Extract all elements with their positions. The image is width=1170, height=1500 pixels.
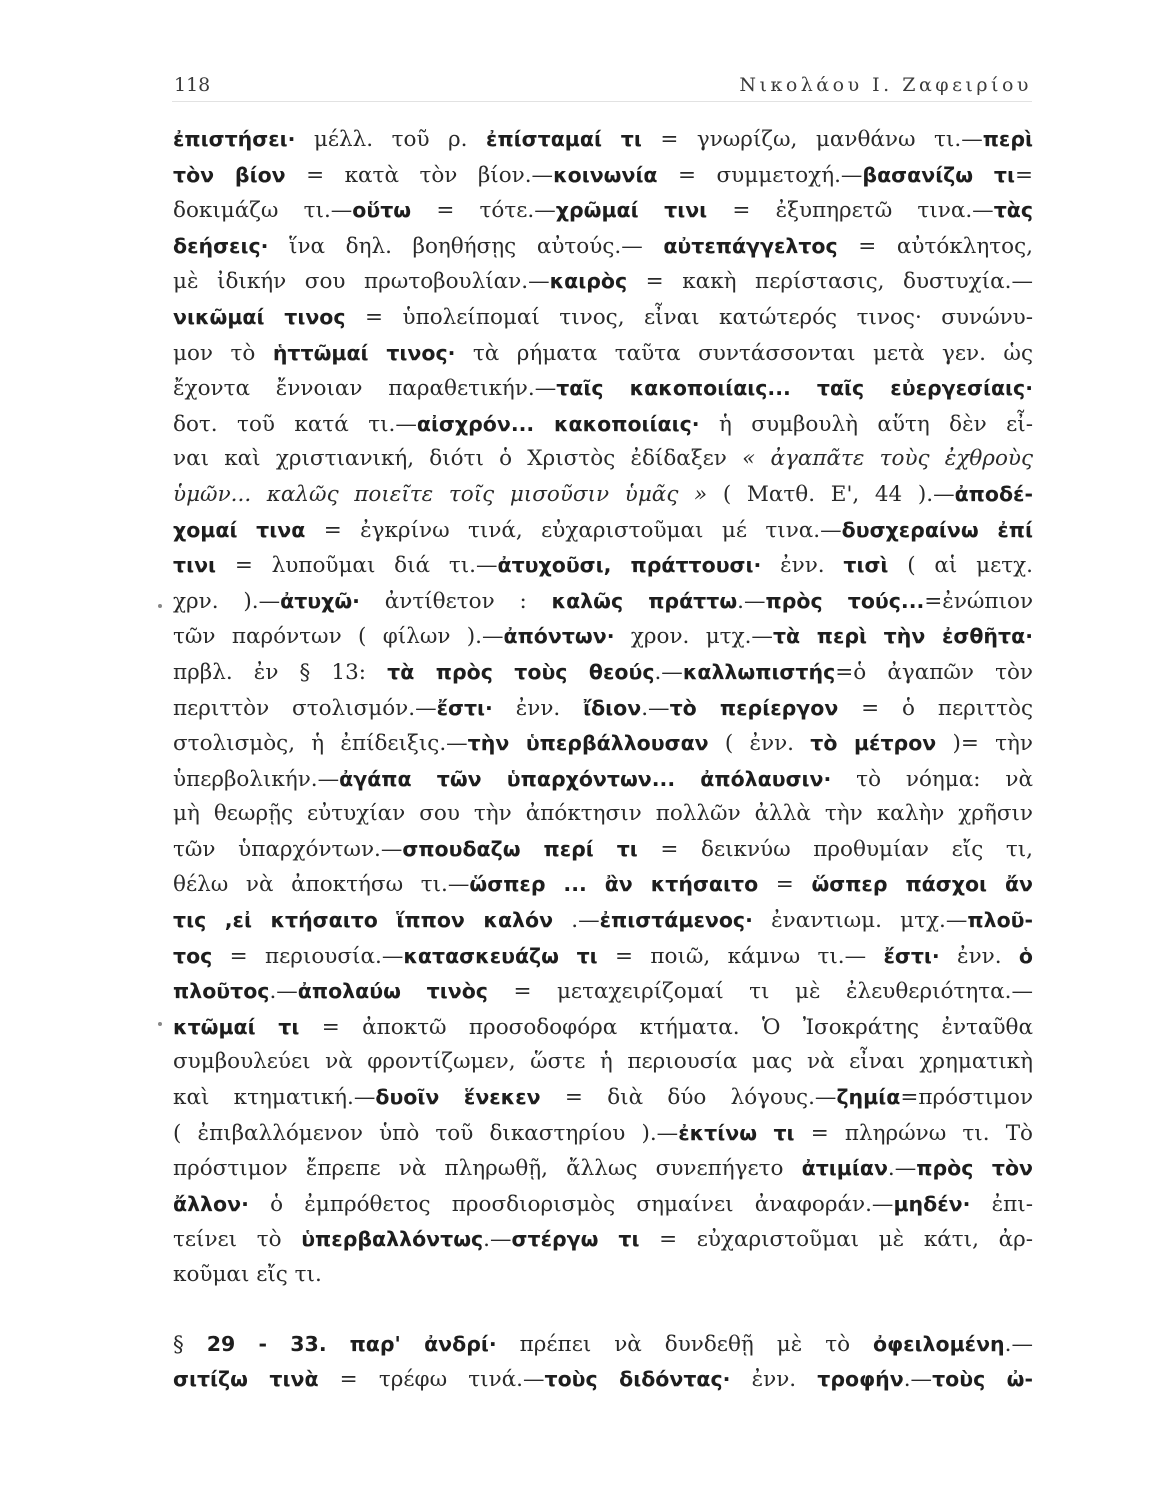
lemma-term: περὶ	[982, 127, 1033, 151]
lemma-term: πρὸς τούς...	[765, 588, 925, 613]
gloss-text: ἐνν.	[730, 1367, 818, 1393]
gloss-text: = ποιῶ, κάμνω τι.—	[597, 943, 884, 969]
lemma-term: ἀτυχῶ·	[280, 588, 360, 613]
gloss-text: )= τὴν	[936, 731, 1033, 757]
lemma-term: τὴν ὑπερβάλλουσαν	[467, 731, 709, 756]
lemma-term: καλῶς πράττω	[551, 588, 738, 613]
text-line	[173, 1116, 1033, 1152]
text-line	[173, 158, 1033, 194]
lemma-term: τις ,εἰ κτήσαιτο ἵππον καλόν	[173, 908, 554, 933]
quotation: « ἀγαπᾶτε τοὺς ἐχθροὺς	[742, 446, 1033, 472]
gloss-text: ἐναντιωμ. μτχ.—	[752, 908, 968, 934]
lemma-term: παρ' ἀνδρί·	[349, 1331, 497, 1356]
gloss-text: ὁ ἐμπρόθετος προσδιορισμὸς σημαίνει ἀναφοράν.—	[248, 1191, 894, 1217]
lemma-term: ταῖς κακοποιίαις... ταῖς εὐεργεσίαις·	[556, 376, 1033, 401]
margin-mark	[158, 604, 162, 608]
lemma-term: κατασκευάζω τι	[403, 943, 598, 968]
gloss-text: ἐνν.	[939, 943, 1019, 969]
lemma-term: ὁ	[1018, 943, 1033, 968]
lemma-term: ἀποδέ-	[954, 481, 1033, 506]
gloss-text: τὸ νόημα: νὰ	[831, 766, 1033, 792]
gloss-text: τῶν ὑπαρχόντων.—	[173, 836, 403, 862]
lemma-term: βασανίζω τι	[862, 162, 1015, 187]
gloss-text: = τότε.—	[411, 198, 556, 224]
text-line	[173, 1362, 1033, 1398]
paragraph-gap	[173, 1293, 1033, 1327]
gloss-text: χρν. ).—	[173, 588, 281, 614]
text-line	[173, 939, 1033, 975]
text-line	[173, 442, 1033, 477]
text-line	[173, 1187, 1033, 1223]
lemma-term: νικῶμαί τινος	[173, 304, 346, 329]
text-line	[173, 264, 1033, 300]
gloss-text: =	[1014, 162, 1033, 188]
gloss-text: ( ἐνν.	[708, 731, 811, 757]
gloss-text: μον τὸ	[173, 340, 273, 366]
gloss-text: .—	[553, 908, 600, 934]
gloss-text: .—	[269, 979, 298, 1005]
text-line	[173, 726, 1033, 762]
gloss-text: .—	[641, 695, 670, 721]
gloss-text: κοῦμαι εἴς τι.	[173, 1262, 322, 1287]
gloss-text: =ὁ ἀγαπῶν τὸν	[835, 659, 1033, 685]
lemma-term: καλλωπιστής	[682, 659, 836, 684]
gloss-text: ὑπερβολικήν.—	[173, 766, 340, 792]
gloss-text: ἐνν.	[492, 695, 584, 721]
lemma-term: δεήσεις·	[173, 233, 269, 258]
gloss-text: .—	[903, 1367, 933, 1393]
lemma-term: ὑπερβαλλόντως	[301, 1227, 484, 1252]
lemma-term: ἄλλον·	[173, 1191, 249, 1216]
gloss-text: = ὑπολείπομαί τινος, εἶναι κατώτερός τινος· συνώνυ-	[345, 304, 1034, 330]
text-line	[173, 797, 1033, 832]
text-line	[173, 229, 1033, 265]
lemma-term: ἐκτίνω τι	[678, 1120, 795, 1145]
lemma-term: τοὺς διδόντας·	[544, 1367, 731, 1392]
text-line	[173, 371, 1033, 407]
gloss-text: δοκιμάζω τι.—	[173, 198, 353, 224]
text-line	[173, 832, 1033, 868]
lemma-term: κοινωνία	[553, 162, 658, 187]
commentary-text	[173, 122, 1033, 1398]
lemma-term: ἐπιστήσει·	[173, 127, 296, 151]
text-line	[173, 193, 1033, 229]
lemma-term: ἡττῶμαί τινος·	[272, 340, 456, 365]
gloss-text: ἐνν.	[761, 553, 844, 579]
gloss-text: ἡ συμβουλὴ αὕτη δὲν εἶ-	[699, 411, 1033, 437]
text-line	[173, 1258, 1033, 1293]
margin-mark	[158, 1022, 162, 1026]
lemma-term: ἀπολαύω τινὸς	[297, 979, 488, 1004]
text-line	[173, 655, 1033, 691]
gloss-text: καὶ κτηματική.—	[173, 1085, 376, 1111]
gloss-text: = λυποῦμαι διά τι.—	[216, 553, 498, 579]
lemma-term: ἀτυχοῦσι, πράττουσι·	[497, 553, 762, 578]
gloss-text: περιττὸν στολισμόν.—	[173, 695, 437, 721]
gloss-text: .—	[887, 1156, 917, 1182]
text-line	[173, 1151, 1033, 1187]
gloss-text: .—	[1004, 1331, 1033, 1357]
text-line	[173, 584, 1033, 620]
gloss-text: τὰ ρήματα ταῦτα συντάσσονται μετὰ γεν. ὡς	[455, 340, 1033, 366]
gloss-text: τείνει τὸ	[173, 1227, 302, 1253]
text-line	[173, 1327, 1033, 1363]
lemma-term: καιρὸς	[549, 269, 628, 294]
gloss-text: .—	[483, 1227, 512, 1253]
gloss-text: ἀντίθετον :	[359, 588, 552, 614]
lemma-term: ὥσπερ πάσχοι ἄν	[811, 872, 1033, 897]
lemma-term: δυσχεραίνω ἐπί	[841, 517, 1034, 542]
gloss-text: στολισμὸς, ἡ ἐπίδειξις.—	[173, 731, 468, 757]
gloss-text: πρβλ. ἐν § 13:	[173, 659, 388, 685]
text-line	[173, 548, 1033, 584]
gloss-text: μὲ ἰδικήν σου πρωτοβουλίαν.—	[173, 269, 550, 295]
lemma-term: ἀπόντων·	[503, 624, 615, 649]
gloss-text: ( ἐπιβαλλόμενον ὑπὸ τοῦ δικαστηρίου ).—	[173, 1120, 679, 1146]
gloss-text: = συμμετοχή.—	[657, 162, 863, 188]
gloss-text: ναι καὶ χριστιανική, διότι ὁ Χριστὸς ἐδίδαξεν	[173, 446, 743, 472]
gloss-text: = πληρώνω τι. Τὸ	[794, 1120, 1033, 1146]
gloss-text: ( Ματθ. Ε', 44 ).—	[707, 481, 955, 507]
lemma-term: πρὸς τὸν	[916, 1156, 1033, 1181]
lemma-term: πλοῦ-	[967, 908, 1034, 933]
text-line	[173, 407, 1033, 443]
lemma-term: οὕτω	[352, 198, 412, 223]
gloss-text: = ὁ περιττὸς	[838, 695, 1033, 721]
text-line	[173, 336, 1033, 372]
gloss-text: πρέπει νὰ δυνδεθῇ μὲ τὸ	[496, 1331, 874, 1357]
lemma-term: τος	[173, 943, 213, 968]
gloss-text: ἔχοντα ἔννοιαν παραθετικήν.—	[173, 376, 557, 402]
gloss-text: πρόστιμον ἔπρεπε νὰ πληρωθῇ, ἄλλως συνεπήγετο	[173, 1156, 802, 1182]
lemma-term: ἀγάπα τῶν ὑπαρχόντων... ἀπόλαυσιν·	[339, 766, 832, 791]
lemma-term: ἴδιον	[583, 695, 642, 720]
gloss-text: = αὐτόκλητος,	[837, 233, 1033, 259]
gloss-text: §	[173, 1331, 207, 1357]
lemma-term: τοὺς ὠ-	[932, 1367, 1034, 1392]
gloss-text: θέλω νὰ ἀποκτήσω τι.—	[173, 872, 470, 898]
text-line	[173, 619, 1033, 655]
text-line	[173, 762, 1033, 798]
gloss-text: = γνωρίζω, μανθάνω τι.—	[641, 127, 983, 152]
gloss-text: = ἐξυπηρετῶ τινα.—	[707, 198, 994, 224]
gloss-text: = δεικνύω προθυμίαν εἴς τι,	[637, 836, 1034, 862]
text-line	[173, 903, 1033, 939]
page-number: 118	[174, 74, 211, 96]
gloss-text: =ἐνώπιον	[924, 588, 1034, 614]
gloss-text: μέλλ. τοῦ ρ.	[295, 127, 487, 152]
gloss-text: δοτ. τοῦ κατά τι.—	[173, 411, 417, 437]
gloss-text: = ἀποκτῶ προσοδοφόρα κτήματα. Ὁ Ἰσοκράτης ἐνταῦθα	[299, 1014, 1033, 1040]
lemma-term: χομαί τινα	[173, 517, 306, 542]
text-line	[173, 1222, 1033, 1258]
gloss-text: = ἐγκρίνω τινά, εὐχαριστοῦμαι μέ τινα.—	[305, 517, 842, 543]
lemma-term: τινι	[173, 553, 217, 578]
lemma-term: ἀτιμίαν	[801, 1156, 888, 1181]
text-line	[173, 122, 1033, 158]
gloss-text: = μεταχειρίζομαί τι μὲ ἐλευθεριότητα.—	[487, 979, 1033, 1005]
lemma-term: στέργω τι	[511, 1227, 640, 1252]
gloss-text: =πρόστιμον	[900, 1085, 1034, 1111]
gloss-text: = κακὴ περίστασις, δυστυχία.—	[627, 269, 1033, 295]
lemma-term: ἔστι·	[436, 695, 493, 720]
lemma-term: ἐπίσταμαί τι	[486, 127, 642, 151]
lemma-term: τισὶ	[843, 553, 889, 578]
text-line	[173, 974, 1033, 1010]
header-rule	[172, 101, 1032, 102]
lemma-term: 29 - 33.	[206, 1331, 327, 1356]
lemma-term: τὸ περίεργον	[669, 695, 839, 720]
gloss-text	[327, 1332, 350, 1357]
lemma-term: πλοῦτος	[173, 979, 270, 1004]
lemma-term: τὰ πρὸς τοὺς θεούς	[387, 659, 655, 684]
lemma-term: αὐτεπάγγελτος	[663, 233, 838, 258]
text-line	[173, 1010, 1033, 1046]
lemma-term: αἰσχρόν... κακοποιίαις·	[416, 411, 700, 436]
text-line	[173, 1080, 1033, 1116]
gloss-text: συμβουλεύει νὰ φροντίζωμεν, ὥστε ἡ περιουσία μας νὰ εἶναι χρηματικὴ	[173, 1049, 1033, 1075]
lemma-term: τὸ μέτρον	[810, 731, 937, 756]
lemma-term: ὥσπερ ... ἂν κτήσαιτο	[469, 872, 759, 897]
gloss-text: = εὐχαριστοῦμαι μὲ κάτι, ἀρ-	[639, 1227, 1033, 1253]
text-line	[173, 477, 1033, 513]
lemma-term: τροφήν	[817, 1367, 904, 1392]
text-line	[173, 691, 1033, 727]
lemma-term: ἔστι·	[883, 943, 940, 968]
text-line	[173, 867, 1033, 903]
gloss-text: .—	[654, 659, 683, 685]
gloss-text: μὴ θεωρῇς εὐτυχίαν σου τὴν ἀπόκτησιν πολλῶν ἀλλὰ τὴν καλὴν χρῆσιν	[173, 801, 1033, 827]
lemma-term: τὸν βίον	[173, 162, 286, 187]
lemma-term: σπουδαζω περί τι	[402, 836, 638, 861]
quotation: ὑμῶν... καλῶς ποιεῖτε τοῖς μισοῦσιν ὑμᾶς »	[173, 481, 708, 507]
text-line	[173, 300, 1033, 336]
lemma-term: μηδέν·	[893, 1191, 971, 1216]
text-line	[173, 1045, 1033, 1080]
lemma-term: ὀφειλομένη	[873, 1331, 1005, 1356]
lemma-term: κτῶμαί τι	[173, 1014, 300, 1039]
gloss-text: =	[758, 872, 812, 898]
gloss-text: ( αἱ μετχ.	[888, 553, 1033, 579]
gloss-text: = κατὰ τὸν βίον.—	[285, 162, 554, 188]
running-head: Νικολάου Ι. Ζαφειρίου	[739, 74, 1032, 96]
lemma-term: ζημία	[836, 1085, 901, 1110]
gloss-text: = περιουσία.—	[212, 943, 404, 969]
page-header	[172, 70, 1032, 100]
gloss-text: = διὰ δύο λόγους.—	[540, 1085, 837, 1111]
gloss-text: ἐπι-	[970, 1191, 1033, 1217]
gloss-text: ἵνα δηλ. βοηθήσῃς αὐτούς.—	[268, 233, 664, 259]
lemma-term: τὰ περὶ τὴν ἐσθῆτα·	[772, 624, 1033, 649]
gloss-text: τῶν παρόντων ( φίλων ).—	[173, 624, 504, 650]
lemma-term: ἐπιστάμενος·	[599, 908, 753, 933]
gloss-text: χρον. μτχ.—	[614, 624, 773, 650]
lemma-term: σιτίζω τινὰ	[173, 1367, 319, 1392]
lemma-term: τὰς	[993, 198, 1034, 223]
gloss-text: = τρέφω τινά.—	[318, 1367, 545, 1393]
gloss-text: .—	[737, 588, 766, 614]
lemma-term: χρῶμαί τινι	[555, 198, 708, 223]
text-line	[173, 513, 1033, 549]
lemma-term: δυοῖν ἕνεκεν	[375, 1085, 541, 1110]
